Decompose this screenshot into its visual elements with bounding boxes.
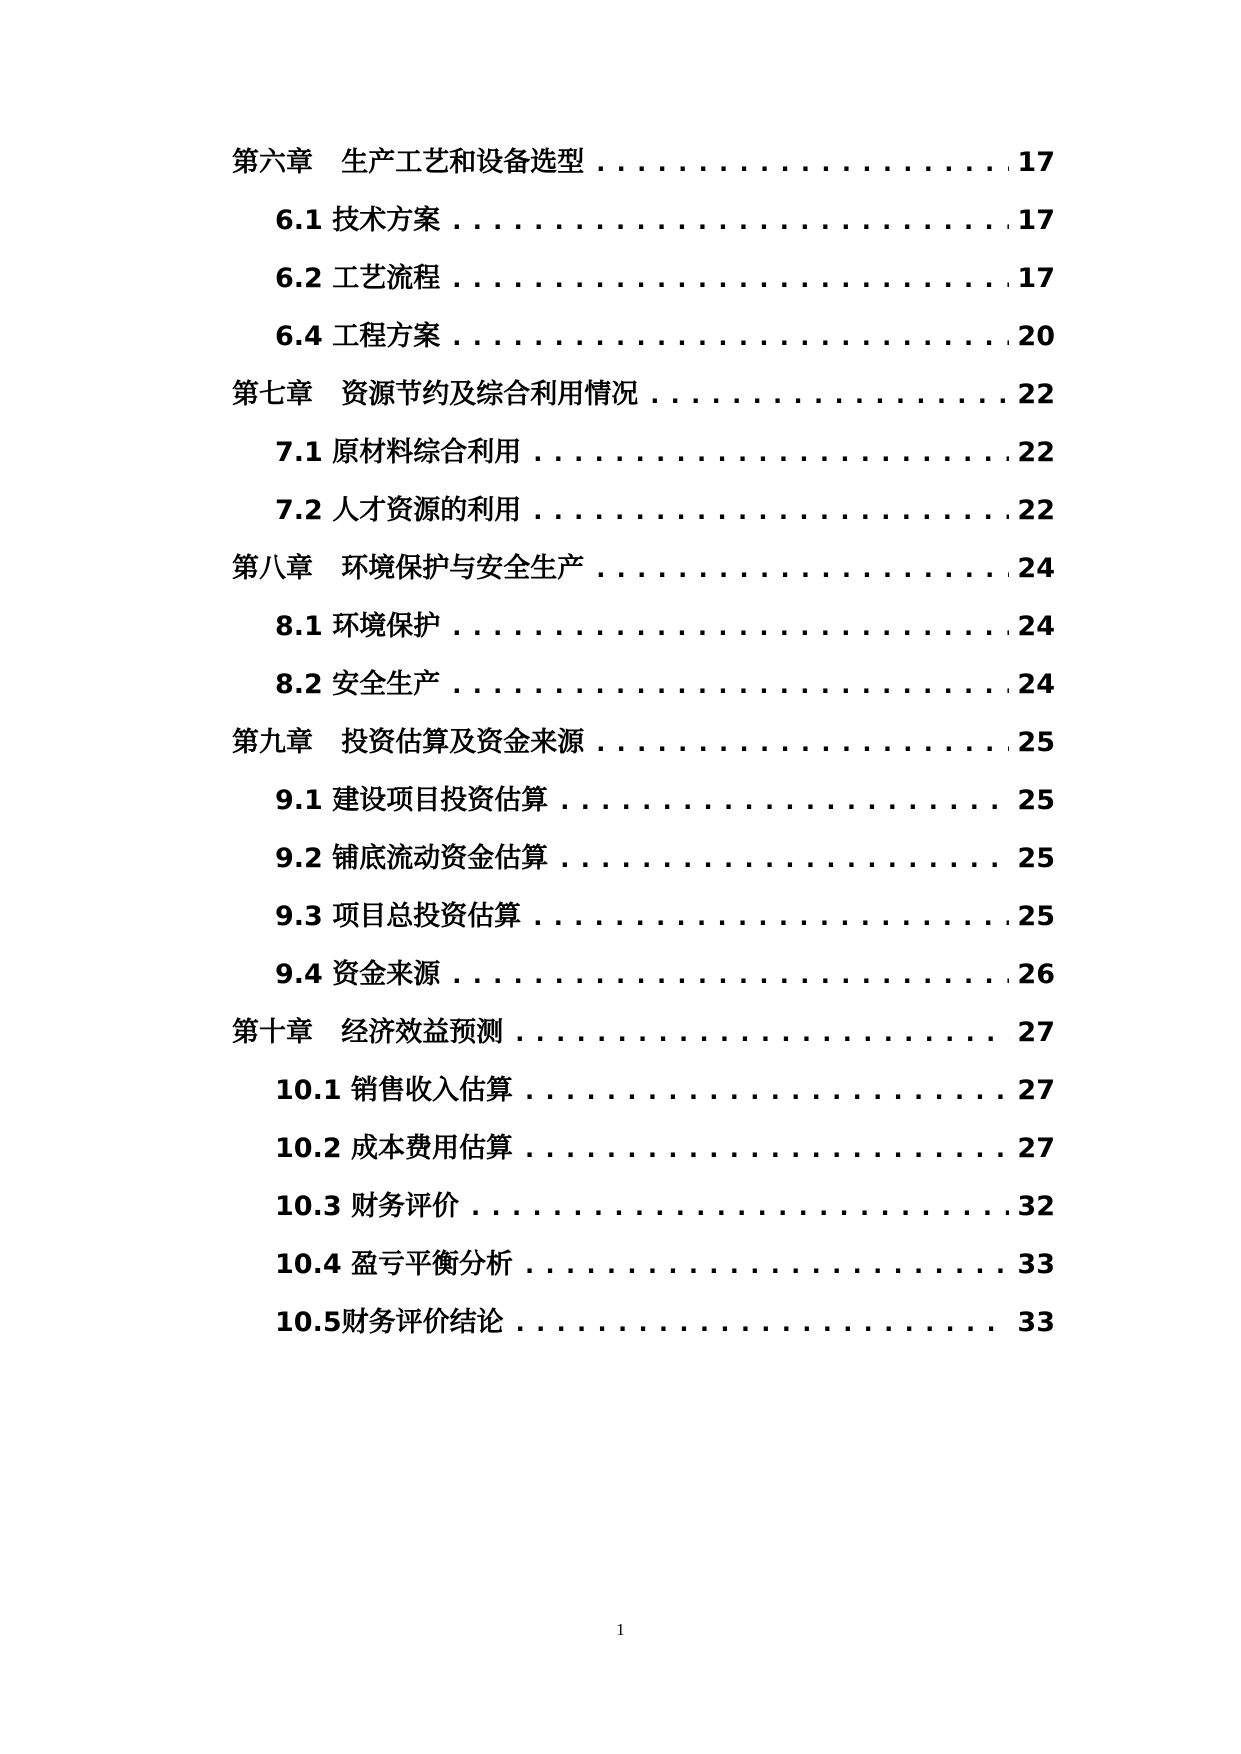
- toc-entry-9-2[interactable]: [275, 839, 1055, 879]
- toc-dot-leader: [596, 723, 1009, 763]
- toc-dot-leader: [533, 897, 1009, 937]
- toc-entry-label: 6.1 技术方案: [275, 205, 441, 236]
- toc-entry-10-1[interactable]: [275, 1071, 1055, 1111]
- toc-entry-page: 26: [1017, 959, 1055, 990]
- toc-dot-leader: [596, 549, 1009, 589]
- toc-entry-page: 25: [1017, 901, 1055, 932]
- toc-entry-page: 22: [1017, 437, 1055, 468]
- toc-entry-page: 24: [1017, 611, 1055, 642]
- toc-entry-label: 第七章 资源节约及综合利用情况: [232, 379, 639, 410]
- toc-entry-label: 9.3 项目总投资估算: [275, 901, 522, 932]
- toc-entry-chapter-9[interactable]: [232, 723, 1055, 763]
- toc-entry-9-4[interactable]: [275, 955, 1055, 995]
- toc-entry-page: 25: [1017, 785, 1055, 816]
- toc-entry-label: 6.2 工艺流程: [275, 263, 441, 294]
- toc-entry-10-5[interactable]: [275, 1303, 1055, 1343]
- toc-entry-label: 第六章 生产工艺和设备选型: [232, 147, 585, 178]
- toc-dot-leader: [560, 839, 1009, 879]
- page-number: 1: [616, 1620, 625, 1639]
- toc-entry-label: 7.2 人才资源的利用: [275, 495, 522, 526]
- toc-entry-page: 17: [1017, 147, 1055, 178]
- toc-entry-page: 25: [1017, 727, 1055, 758]
- toc-dot-leader: [596, 143, 1009, 183]
- toc-entry-6-1[interactable]: [275, 201, 1055, 241]
- toc-entry-chapter-6[interactable]: [232, 143, 1055, 183]
- toc-entry-8-2[interactable]: [275, 665, 1055, 705]
- toc-entry-label: 10.4 盈亏平衡分析: [275, 1249, 514, 1280]
- toc-entry-page: 33: [1017, 1249, 1055, 1280]
- toc-entry-label: 9.1 建设项目投资估算: [275, 785, 549, 816]
- toc-dot-leader: [533, 433, 1009, 473]
- toc-entry-page: 22: [1017, 379, 1055, 410]
- toc-entry-page: 22: [1017, 495, 1055, 526]
- toc-entry-page: 20: [1017, 321, 1055, 352]
- toc-dot-leader: [533, 491, 1009, 531]
- toc-entry-page: 17: [1017, 263, 1055, 294]
- toc-entry-7-1[interactable]: [275, 433, 1055, 473]
- toc-entry-label: 9.4 资金来源: [275, 959, 441, 990]
- toc-entry-page: 24: [1017, 553, 1055, 584]
- toc-entry-6-2[interactable]: [275, 259, 1055, 299]
- toc-entry-8-1[interactable]: [275, 607, 1055, 647]
- toc-dot-leader: [525, 1245, 1009, 1285]
- toc-entry-label: 第十章 经济效益预测: [232, 1017, 504, 1048]
- toc-dot-leader: [452, 259, 1009, 299]
- toc-dot-leader: [471, 1187, 1009, 1227]
- toc-entry-label: 10.2 成本费用估算: [275, 1133, 514, 1164]
- toc-entry-label: 9.2 铺底流动资金估算: [275, 843, 549, 874]
- toc-entry-page: 27: [1017, 1133, 1055, 1164]
- toc-entry-10-4[interactable]: [275, 1245, 1055, 1285]
- toc-entry-chapter-8[interactable]: [232, 549, 1055, 589]
- toc-entry-10-2[interactable]: [275, 1129, 1055, 1169]
- toc-entry-label: 10.3 财务评价: [275, 1191, 460, 1222]
- toc-dot-leader: [452, 201, 1009, 241]
- toc-dot-leader: [515, 1013, 1009, 1053]
- toc-entry-page: 24: [1017, 669, 1055, 700]
- toc-entry-6-4[interactable]: [275, 317, 1055, 357]
- toc-dot-leader: [452, 665, 1009, 705]
- toc-entry-page: 17: [1017, 205, 1055, 236]
- toc-entry-10-3[interactable]: [275, 1187, 1055, 1227]
- toc-entry-label: 8.1 环境保护: [275, 611, 441, 642]
- toc-entry-label: 10.5财务评价结论: [275, 1307, 504, 1338]
- toc-dot-leader: [452, 607, 1009, 647]
- toc-entry-label: 6.4 工程方案: [275, 321, 441, 352]
- toc-dot-leader: [650, 375, 1009, 415]
- toc-entry-label: 8.2 安全生产: [275, 669, 441, 700]
- toc-dot-leader: [525, 1129, 1009, 1169]
- toc-entry-label: 10.1 销售收入估算: [275, 1075, 514, 1106]
- toc-entry-7-2[interactable]: [275, 491, 1055, 531]
- toc-entry-page: 27: [1017, 1075, 1055, 1106]
- toc-entry-page: 25: [1017, 843, 1055, 874]
- toc-entry-label: 第九章 投资估算及资金来源: [232, 727, 585, 758]
- toc-dot-leader: [452, 317, 1009, 357]
- toc-entry-page: 27: [1017, 1017, 1055, 1048]
- toc-entry-chapter-7[interactable]: [232, 375, 1055, 415]
- toc-entry-label: 7.1 原材料综合利用: [275, 437, 522, 468]
- toc-entry-label: 第八章 环境保护与安全生产: [232, 553, 585, 584]
- toc-entry-page: 33: [1017, 1307, 1055, 1338]
- toc-entry-9-3[interactable]: [275, 897, 1055, 937]
- toc-dot-leader: [560, 781, 1009, 821]
- toc-entry-9-1[interactable]: [275, 781, 1055, 821]
- toc-dot-leader: [452, 955, 1009, 995]
- toc-dot-leader: [516, 1303, 1010, 1343]
- toc-entry-page: 32: [1017, 1191, 1055, 1222]
- toc-dot-leader: [525, 1071, 1009, 1111]
- toc-entry-chapter-10[interactable]: [232, 1013, 1055, 1053]
